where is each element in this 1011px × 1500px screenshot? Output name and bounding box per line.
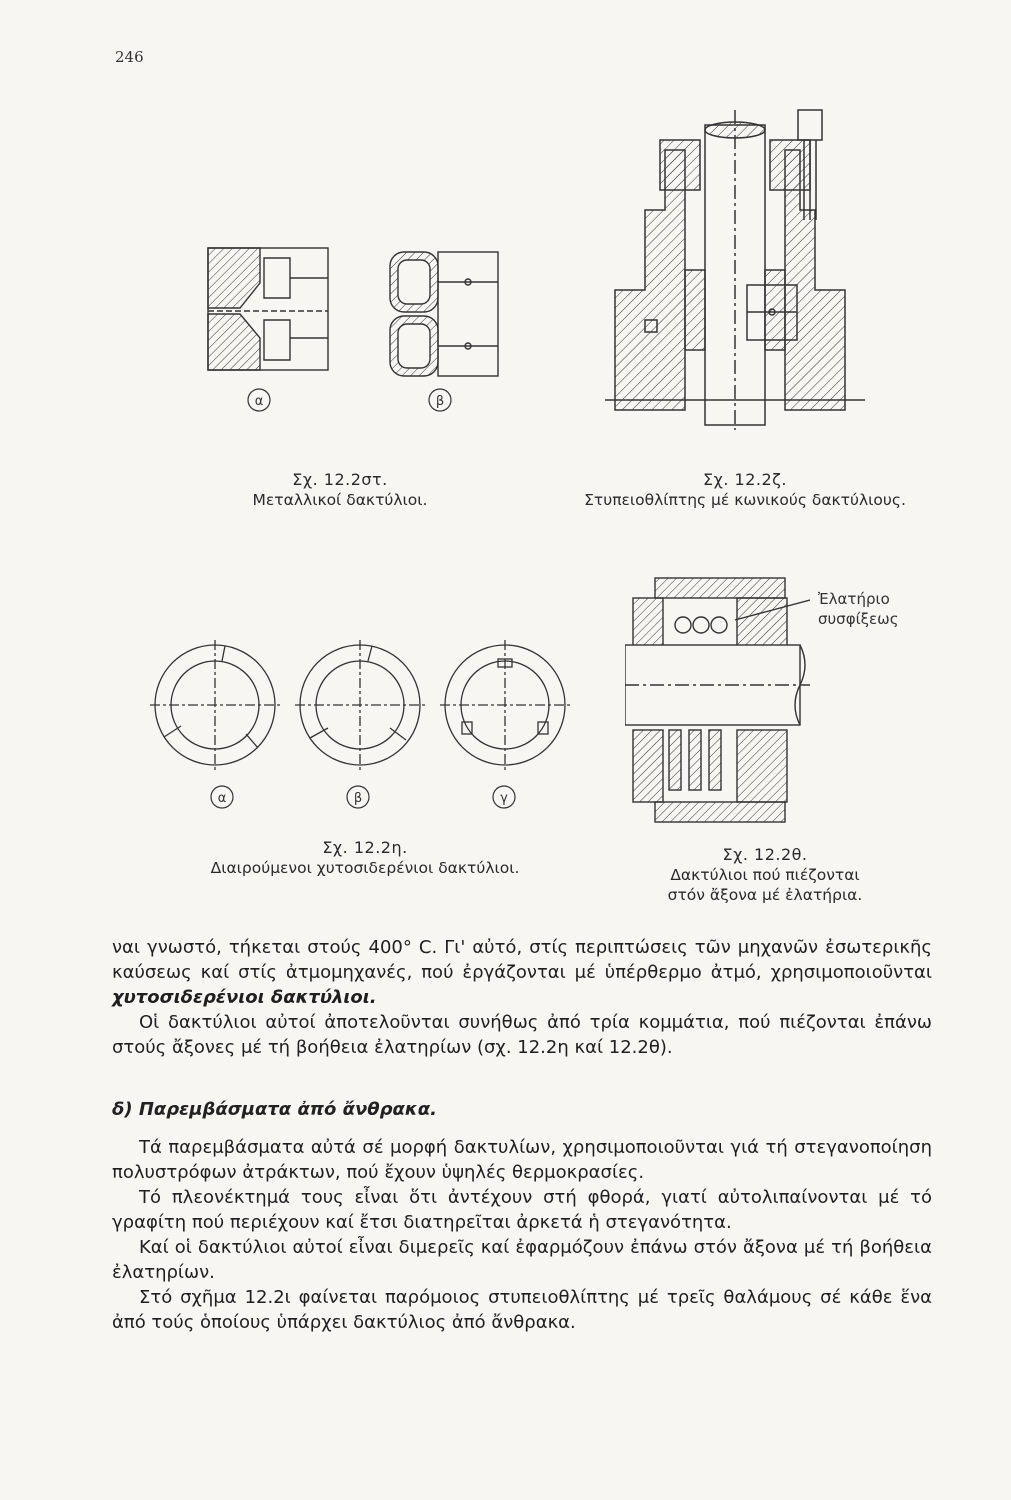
fig-12-2theta-drawing [625, 570, 810, 830]
fig-12-2eta-caption-block [190, 838, 540, 878]
fig-12-2st-part-a [208, 248, 328, 370]
paragraph-block-2 [112, 1135, 932, 1335]
fig-12-2st-label-a: α [254, 394, 264, 409]
section-heading: δ) Παρεμβάσματα ἀπό ἄνθρακα. [112, 1099, 437, 1120]
fig-12-2st-caption-block [220, 470, 460, 510]
paragraph-1-text: ναι γνωστό, τήκεται στούς 400° C. Γι' αὐτό, στίς περιπτώσεις τῶν μηχανῶν ἐσωτερικῆς καύσεως καί στίς ἀτμομηχανές, πού ἐργάζονται μέ ὑπέρθερμο ἀτμό, χρησιμοποιοῦνται [112, 937, 932, 983]
fig-12-2eta-ring-a [150, 640, 280, 770]
fig-12-2z-number: Σχ. 12.2ζ. [703, 470, 787, 489]
paragraph-1 [112, 935, 932, 1010]
fig-12-2theta-caption-line1: Δακτύλιοι πού πιέζονται [670, 866, 860, 884]
paragraph-2: Οἱ δακτύλιοι αὐτοί ἀποτελοῦνται συνήθως ἀπό τρία κομμάτια, πού πιέζονται ἐπάνω στούς ἄξονες μέ τή βοήθεια ἐλατηρίων (σχ. 12.2η καί 12.2θ). [112, 1012, 932, 1058]
spring-callout-line2: συσφίξεως [818, 610, 899, 628]
fig-12-2eta-label-a: α [217, 791, 227, 806]
paragraph-6: Στό σχῆμα 12.2ι φαίνεται παρόμοιος στυπειοθλίπτης μέ τρεῖς θαλάμους σέ κάθε ἕνα ἀπό τούς ὁποίους ὑπάρχει δακτύλιος ἀπό ἄνθρακα. [112, 1287, 932, 1333]
fig-12-2st-part-b [390, 252, 498, 376]
fig-12-2st-caption: Μεταλλικοί δακτύλιοι. [252, 491, 428, 509]
fig-12-2theta-caption-block [630, 845, 900, 905]
fig-12-2eta-ring-c [440, 640, 570, 770]
fig-12-2eta-caption: Διαιρούμενοι χυτοσιδερένιοι δακτύλιοι. [210, 859, 520, 877]
paragraph-3: Τά παρεμβάσματα αὐτά σέ μορφή δακτυλίων, χρησιμοποιοῦνται γιά τή στεγανοποίηση πολυστρόφων ἀτράκτων, πού ἔχουν ὑψηλές θερμοκρασίες. [112, 1137, 932, 1183]
paragraph-block-1 [112, 935, 932, 1060]
paragraph-1-emphasis: χυτοσιδερένιοι δακτύλιοι. [112, 987, 377, 1008]
page-number: 246 [115, 48, 144, 66]
paragraph-5: Καί οἱ δακτύλιοι αὐτοί εἶναι διμερεῖς καί ἐφαρμόζουν ἐπάνω στόν ἄξονα μέ τή βοήθεια ἐλατηρίων. [112, 1237, 932, 1283]
fig-12-2st-number: Σχ. 12.2στ. [292, 470, 388, 489]
fig-12-2st-label-b: β [435, 394, 445, 409]
fig-12-2theta-number: Σχ. 12.2θ. [722, 845, 808, 864]
fig-12-2st-drawing [200, 238, 510, 418]
fig-12-2theta-caption-line2: στόν ἄξονα μέ ἐλατήρια. [667, 886, 863, 904]
fig-12-2eta-drawing [150, 630, 570, 815]
fig-12-2eta-number: Σχ. 12.2η. [322, 838, 408, 857]
fig-12-2eta-label-c: γ [500, 791, 508, 806]
fig-12-2eta-label-b: β [353, 791, 363, 806]
fig-12-2z-caption: Στυπειοθλίπτης μέ κωνικούς δακτύλιους. [584, 491, 906, 509]
fig-12-2eta-ring-b [295, 640, 425, 770]
spring-callout [818, 589, 899, 629]
fig-12-2st-part-labels [248, 389, 451, 411]
spring-callout-line1: Ἐλατήριο [818, 590, 890, 608]
fig-12-2z-caption-block [560, 470, 930, 510]
fig-12-2z-drawing [605, 100, 865, 435]
fig-12-2eta-part-labels [211, 786, 515, 808]
paragraph-4: Τό πλεονέκτημά τους εἶναι ὅτι ἀντέχουν στή φθορά, γιατί αὐτολιπαίνονται μέ τό γραφίτη πού περιέχουν καί ἔτσι διατηρεῖται ἀρκετά ἡ στεγανότητα. [112, 1187, 932, 1233]
